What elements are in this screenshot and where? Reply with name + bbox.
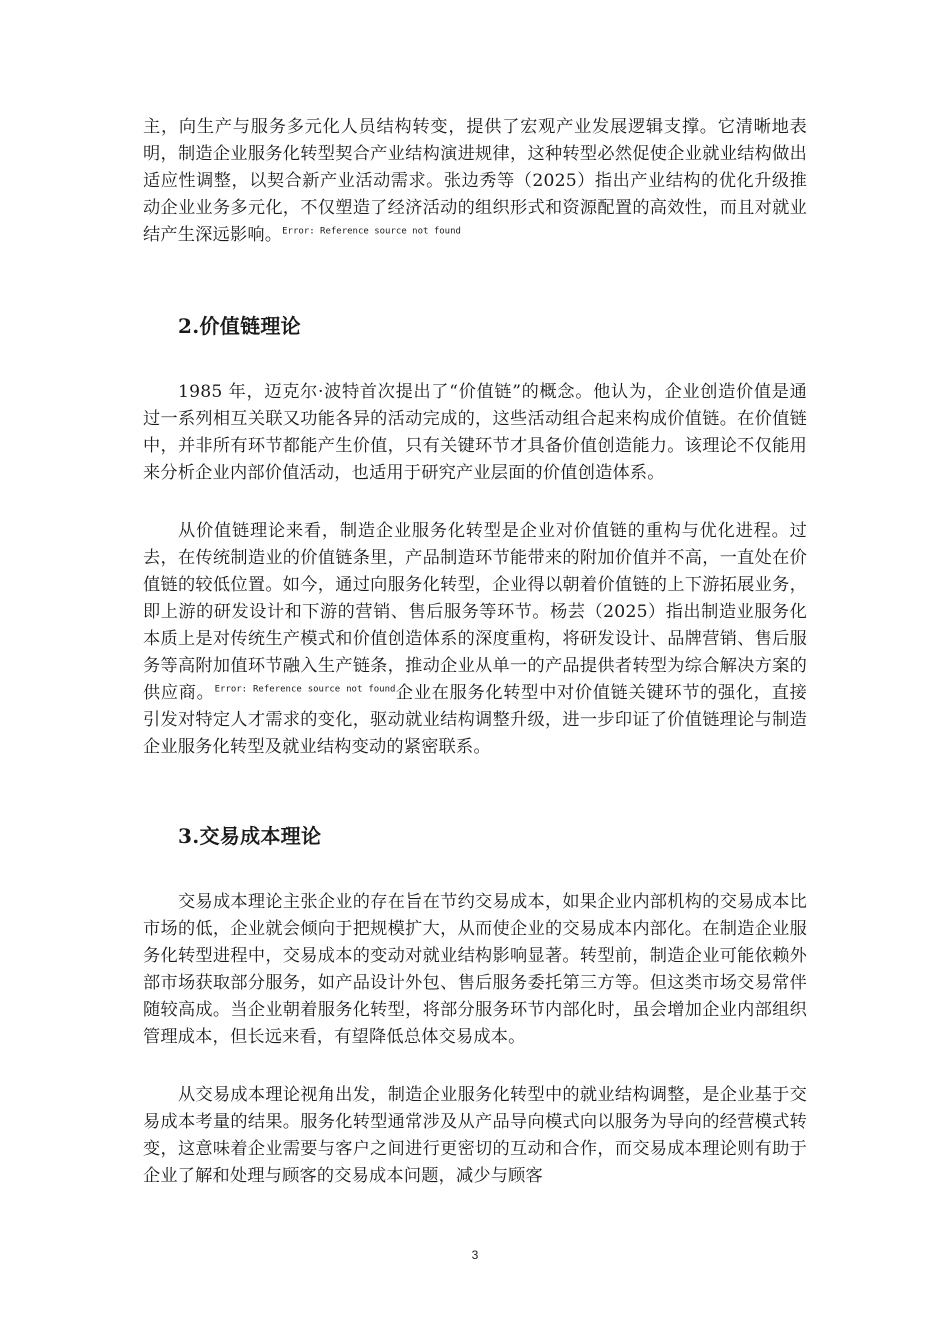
- transaction-cost-paragraph-1: 交易成本理论主张企业的存在旨在节约交易成本，如果企业内部机构的交易成本比市场的低，企业就会倾向于把规模扩大，从而使企业的交易成本内部化。在制造企业服务化转型进程中，交易成本的变动对就业结构影响显著。转型前，制造企业可能依赖外部市场获取部分服务，如产品设计外包、售后服务委托第三方等。但这类市场交易常伴随较高成。当企业朝着服务化转型，将部分服务环节内部化时，虽会增加企业内部组织管理成本，但长远来看，有望降低总体交易成本。: [143, 892, 807, 1047]
- section-heading-transaction-cost: 3.交易成本理论: [178, 824, 322, 848]
- value-chain-paragraph-2: [143, 518, 807, 761]
- transaction-cost-paragraph-2: 从交易成本理论视角出发，制造企业服务化转型中的就业结构调整，是企业基于交易成本考量的结果。服务化转型通常涉及从产品导向模式向以服务为导向的经营模式转变，这意味着企业需要与客户之间进行更密切的互动和合作，而交易成本理论则有助于企业了解和处理与顾客的交易成本问题，减少与顾客: [143, 1085, 807, 1186]
- intro-text: 主，向生产与服务多元化人员结构转变，提供了宏观产业发展逻辑支撑。它清晰地表明，制造企业服务化转型契合产业结构演进规律，这种转型必然促使企业就业结构做出适应性调整，以契合新产业活动需求。张边秀等（2025）指出产业结构的优化升级推动企业业务多元化，不仅塑造了经济活动的组织形式和资源配置的高效性，而且对就业结产生深远影响。: [143, 117, 807, 245]
- reference-error-note: Error: Reference source not found: [282, 226, 461, 237]
- section-heading-value-chain: 2.价值链理论: [178, 314, 301, 338]
- value-chain-text-part-1: 从价值链理论来看，制造企业服务化转型是企业对价值链的重构与优化进程。过去，在传统制造业的价值链条里，产品制造环节能带来的附加价值并不高，一直处在价值链的较低位置。如今，通过向服务化转型，企业得以朝着价值链的上下游拓展业务，即上游的研发设计和下游的营销、售后服务等环节。杨芸（2025）指出制造业服务化本质上是对传统生产模式和价值创造体系的深度重构，将研发设计、品牌营销、售后服务等高附加值环节融入生产链条，推动企业从单一的产品提供者转型为综合解决方案的供应商。: [143, 521, 807, 703]
- value-chain-text-part-2: 企业在服务化转型中对价值链关键环节的强化，直接引发对特定人才需求的变化，驱动就业结构调整升级，进一步印证了价值链理论与制造企业服务化转型及就业结构变动的紧密联系。: [143, 683, 807, 757]
- reference-error-note: Error: Reference source not found: [214, 684, 396, 695]
- page-body: [143, 114, 807, 1190]
- page-number: 3: [471, 1248, 479, 1262]
- intro-paragraph: [143, 114, 807, 249]
- value-chain-paragraph-1: 1985 年，迈克尔·波特首次提出了“价值链”的概念。他认为，企业创造价值是通过一系列相互关联又功能各异的活动完成的，这些活动组合起来构成价值链。在价值链中，并非所有环节都能产生价值，只有关键环节才具备价值创造能力。该理论不仅能用来分析企业内部价值活动，也适用于研究产业层面的价值创造体系。: [143, 382, 807, 483]
